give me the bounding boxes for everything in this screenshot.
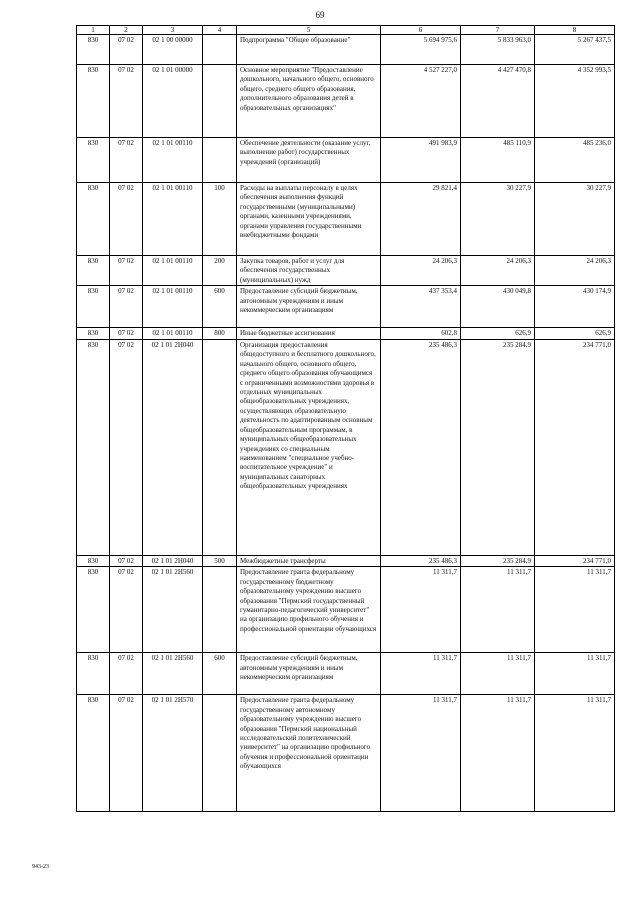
section-code: 07 02 bbox=[110, 555, 143, 566]
column-number: 5 bbox=[237, 26, 381, 35]
section-code: 07 02 bbox=[110, 653, 143, 695]
expense-description: Основное мероприятие "Предоставление дошкольного, начального общего, основного общего, среднего общего образования, дополнительного образования детей в образовательных организациях" bbox=[237, 65, 381, 138]
column-number: 3 bbox=[143, 26, 203, 35]
column-number: 1 bbox=[77, 26, 110, 35]
column-number: 4 bbox=[203, 26, 237, 35]
document-code: 943-23 bbox=[32, 864, 49, 870]
expense-type-code bbox=[203, 138, 237, 183]
section-code: 07 02 bbox=[110, 567, 143, 653]
section-code: 07 02 bbox=[110, 138, 143, 183]
ministry-code: 830 bbox=[77, 138, 110, 183]
amount-year-1: 11 311,7 bbox=[381, 653, 461, 695]
expense-type-code: 800 bbox=[203, 328, 237, 339]
expense-type-code bbox=[203, 695, 237, 812]
amount-year-2: 235 284,9 bbox=[461, 339, 535, 555]
section-code: 07 02 bbox=[110, 65, 143, 138]
section-code: 07 02 bbox=[110, 695, 143, 812]
amount-year-2: 430 049,8 bbox=[461, 286, 535, 328]
table-row bbox=[77, 555, 615, 566]
amount-year-1: 4 527 227,0 bbox=[381, 65, 461, 138]
section-code: 07 02 bbox=[110, 183, 143, 256]
amount-year-1: 24 206,3 bbox=[381, 256, 461, 286]
expense-description: Межбюджетные трансферты bbox=[237, 555, 381, 566]
amount-year-3: 5 267 437,5 bbox=[535, 35, 615, 65]
amount-year-1: 29 821,4 bbox=[381, 183, 461, 256]
amount-year-3: 626,9 bbox=[535, 328, 615, 339]
table-row bbox=[77, 653, 615, 695]
expense-description: Подпрограмма "Общее образование" bbox=[237, 35, 381, 65]
amount-year-3: 430 174,9 bbox=[535, 286, 615, 328]
expense-type-code bbox=[203, 567, 237, 653]
expense-type-code: 200 bbox=[203, 256, 237, 286]
amount-year-3: 234 771,0 bbox=[535, 555, 615, 566]
column-number-row bbox=[77, 26, 615, 35]
amount-year-1: 437 353,4 bbox=[381, 286, 461, 328]
amount-year-1: 491 983,9 bbox=[381, 138, 461, 183]
table-row bbox=[77, 328, 615, 339]
target-article-code: 02 1 01 2Н560 bbox=[143, 653, 203, 695]
amount-year-2: 485 110,9 bbox=[461, 138, 535, 183]
amount-year-1: 11 311,7 bbox=[381, 567, 461, 653]
amount-year-1: 602,8 bbox=[381, 328, 461, 339]
target-article-code: 02 1 01 2Н570 bbox=[143, 695, 203, 812]
expense-description: Организация предоставления общедоступного и бесплатного дошкольного, начального общего, основного общего, среднего общего образования обучающимся с ограниченными возможностями здоровья в отдельных муниципальных общеобразовательных учреждениях, осуществляющих образовательную деятельность по адаптированным основным общеобразовательным программам, в муниципальных общеобразовательных учреждениях со специальным наименованием "специальное учебно-воспитательное учреждение" и муниципальных санаторных общеобразовательных учреждениях bbox=[237, 339, 381, 555]
ministry-code: 830 bbox=[77, 555, 110, 566]
expense-type-code bbox=[203, 65, 237, 138]
expense-description: Обеспечение деятельности (оказание услуг, выполнение работ) государственных учреждений (организаций) bbox=[237, 138, 381, 183]
table-row bbox=[77, 256, 615, 286]
column-number: 2 bbox=[110, 26, 143, 35]
amount-year-3: 11 311,7 bbox=[535, 653, 615, 695]
amount-year-1: 11 311,7 bbox=[381, 695, 461, 812]
amount-year-3: 11 311,7 bbox=[535, 695, 615, 812]
ministry-code: 830 bbox=[77, 256, 110, 286]
target-article-code: 02 1 00 00000 bbox=[143, 35, 203, 65]
section-code: 07 02 bbox=[110, 35, 143, 65]
target-article-code: 02 1 01 00110 bbox=[143, 138, 203, 183]
expense-description: Закупка товаров, работ и услуг для обеспечения государственных (муниципальных) нужд bbox=[237, 256, 381, 286]
expense-description: Предоставление гранта федеральному государственному бюджетному образовательному учреждению высшего образования "Пермский государственный гуманитарно-педагогический университет" на организацию профильного обучения и профессиональной ориентации обучающихся bbox=[237, 567, 381, 653]
target-article-code: 02 1 01 00110 bbox=[143, 183, 203, 256]
column-number: 6 bbox=[381, 26, 461, 35]
amount-year-3: 24 206,3 bbox=[535, 256, 615, 286]
page-number: 69 bbox=[315, 10, 325, 20]
target-article-code: 02 1 01 2Н040 bbox=[143, 339, 203, 555]
budget-table bbox=[76, 25, 615, 812]
ministry-code: 830 bbox=[77, 695, 110, 812]
expense-description: Иные бюджетные ассигнования bbox=[237, 328, 381, 339]
column-number: 8 bbox=[535, 26, 615, 35]
ministry-code: 830 bbox=[77, 339, 110, 555]
amount-year-3: 485 236,0 bbox=[535, 138, 615, 183]
ministry-code: 830 bbox=[77, 567, 110, 653]
table-row bbox=[77, 567, 615, 653]
expense-description: Предоставление гранта федеральному государственному автономному образовательному учреждению высшего образования "Пермский национальный исследовательский политехнический университет" на организацию профильного обучения и профессиональной ориентации обучающихся bbox=[237, 695, 381, 812]
table-row bbox=[77, 35, 615, 65]
amount-year-1: 235 486,3 bbox=[381, 555, 461, 566]
table-row bbox=[77, 138, 615, 183]
expense-description: Предоставление субсидий бюджетным, автономным учреждениям и иным некоммерческим организациям bbox=[237, 286, 381, 328]
section-code: 07 02 bbox=[110, 286, 143, 328]
amount-year-2: 626,9 bbox=[461, 328, 535, 339]
table-row bbox=[77, 339, 615, 555]
table-row bbox=[77, 65, 615, 138]
amount-year-3: 234 771,0 bbox=[535, 339, 615, 555]
target-article-code: 02 1 01 2Н040 bbox=[143, 555, 203, 566]
ministry-code: 830 bbox=[77, 35, 110, 65]
amount-year-2: 30 227,9 bbox=[461, 183, 535, 256]
table-row bbox=[77, 183, 615, 256]
expense-type-code bbox=[203, 339, 237, 555]
section-code: 07 02 bbox=[110, 328, 143, 339]
target-article-code: 02 1 01 2Н560 bbox=[143, 567, 203, 653]
expense-type-code bbox=[203, 35, 237, 65]
amount-year-2: 11 311,7 bbox=[461, 653, 535, 695]
amount-year-2: 11 311,7 bbox=[461, 567, 535, 653]
expense-type-code: 100 bbox=[203, 183, 237, 256]
expense-description: Предоставление субсидий бюджетным, автономным учреждениям и иным некоммерческим организациям bbox=[237, 653, 381, 695]
amount-year-1: 5 694 975,6 bbox=[381, 35, 461, 65]
amount-year-3: 4 352 993,5 bbox=[535, 65, 615, 138]
column-number: 7 bbox=[461, 26, 535, 35]
amount-year-2: 24 206,3 bbox=[461, 256, 535, 286]
amount-year-3: 30 227,9 bbox=[535, 183, 615, 256]
ministry-code: 830 bbox=[77, 286, 110, 328]
section-code: 07 02 bbox=[110, 256, 143, 286]
target-article-code: 02 1 01 00110 bbox=[143, 286, 203, 328]
section-code: 07 02 bbox=[110, 339, 143, 555]
ministry-code: 830 bbox=[77, 328, 110, 339]
table-row bbox=[77, 286, 615, 328]
target-article-code: 02 1 01 00000 bbox=[143, 65, 203, 138]
table-row bbox=[77, 695, 615, 812]
expense-type-code: 600 bbox=[203, 286, 237, 328]
amount-year-2: 11 311,7 bbox=[461, 695, 535, 812]
ministry-code: 830 bbox=[77, 183, 110, 256]
expense-type-code: 500 bbox=[203, 555, 237, 566]
amount-year-1: 235 486,3 bbox=[381, 339, 461, 555]
amount-year-2: 5 833 963,0 bbox=[461, 35, 535, 65]
target-article-code: 02 1 01 00110 bbox=[143, 256, 203, 286]
ministry-code: 830 bbox=[77, 65, 110, 138]
amount-year-2: 235 284,9 bbox=[461, 555, 535, 566]
expense-type-code: 600 bbox=[203, 653, 237, 695]
ministry-code: 830 bbox=[77, 653, 110, 695]
expense-description: Расходы на выплаты персоналу в целях обеспечения выполнения функций государственными (муниципальными) органами, казенными учреждениями, органами управления государственными внебюджетными фондами bbox=[237, 183, 381, 256]
amount-year-3: 11 311,7 bbox=[535, 567, 615, 653]
target-article-code: 02 1 01 00110 bbox=[143, 328, 203, 339]
amount-year-2: 4 427 470,8 bbox=[461, 65, 535, 138]
